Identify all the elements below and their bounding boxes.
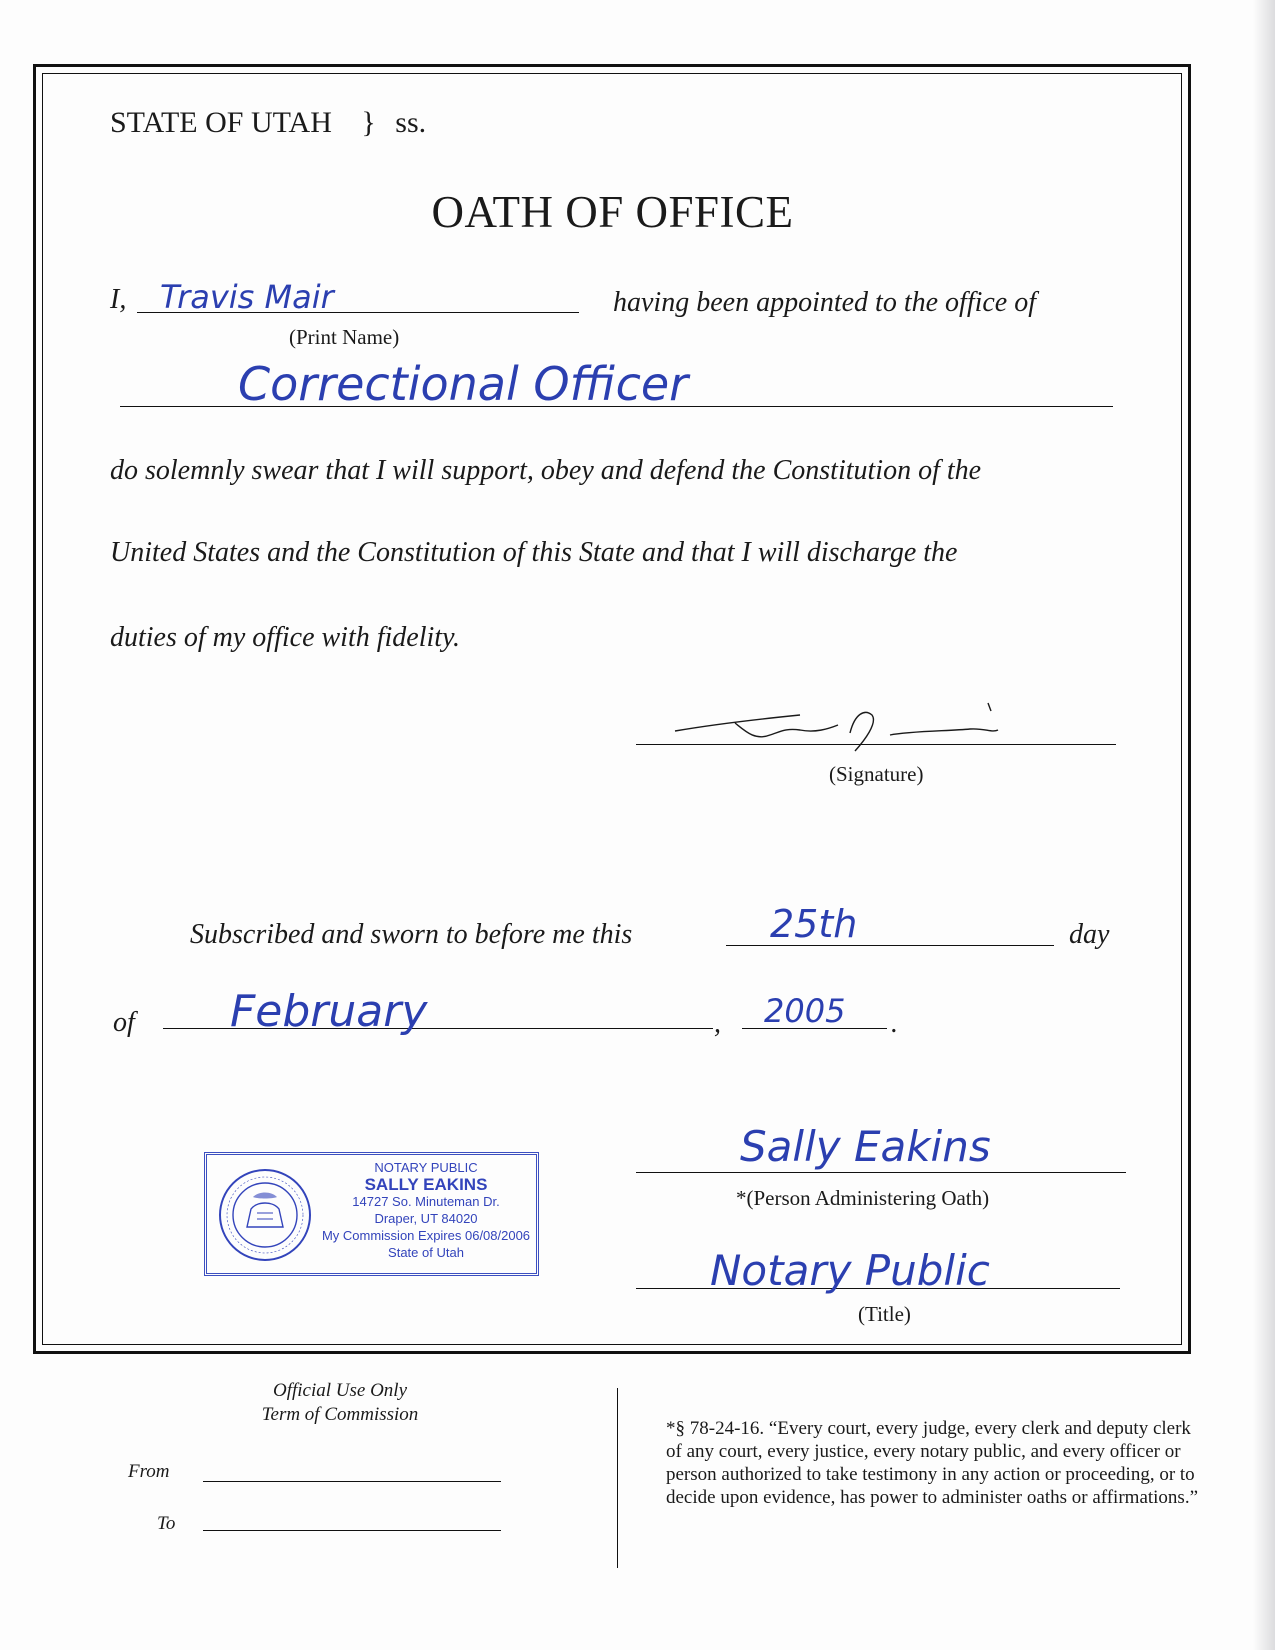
from-underline — [203, 1481, 501, 1482]
subscribed-text: Subscribed and sworn to before me this — [190, 919, 633, 950]
oath-opening: I, — [110, 284, 127, 315]
venue-heading — [110, 106, 426, 140]
title-handwritten: Notary Public — [710, 1246, 990, 1295]
venue-suffix: ss. — [395, 106, 427, 139]
notary-stamp — [204, 1152, 539, 1276]
year-handwritten: 2005 — [764, 992, 846, 1030]
name-handwritten: Travis Mair — [160, 278, 334, 316]
document-title: OATH OF OFFICE — [431, 187, 794, 237]
of-label: of — [113, 1007, 135, 1038]
stamp-line-6: State of Utah — [388, 1245, 464, 1260]
office-handwritten: Correctional Officer — [238, 357, 689, 411]
stamp-line-1: NOTARY PUBLIC — [374, 1160, 478, 1175]
name-caption: (Print Name) — [289, 325, 400, 349]
venue-brace: } — [361, 106, 376, 139]
appointed-text: having been appointed to the office of — [613, 287, 1037, 318]
day-label: day — [1069, 919, 1110, 950]
administering-underline — [636, 1172, 1126, 1173]
footer-divider — [617, 1388, 618, 1568]
venue-state: STATE OF UTAH — [110, 106, 332, 139]
to-label: To — [157, 1513, 176, 1534]
statute-footnote: *§ 78-24-16. “Every court, every judge, every clerk and deputy clerk of any court, every justice, every notary public, and every officer or person authorized to take testimony in any action or proceeding, or to decide upon evidence, has power to administer oaths or affirmations.” — [666, 1418, 1199, 1508]
stamp-line-3: 14727 So. Minuteman Dr. — [352, 1194, 500, 1209]
term-of-commission-heading: Term of Commission — [261, 1404, 419, 1425]
administering-signature: Sally Eakins — [740, 1122, 991, 1171]
month-handwritten: February — [230, 986, 428, 1037]
year-period: . — [891, 1008, 898, 1039]
title-caption: (Title) — [858, 1302, 911, 1326]
page-edge-shadow — [1253, 0, 1275, 1650]
state-seal-icon — [217, 1167, 313, 1263]
signature-underline — [636, 744, 1116, 745]
oath-line-3: duties of my office with fidelity. — [110, 622, 460, 653]
signature-caption: (Signature) — [829, 762, 924, 786]
stamp-line-2: SALLY EAKINS — [364, 1175, 488, 1194]
stamp-line-4: Draper, UT 84020 — [374, 1211, 478, 1226]
administering-caption: *(Person Administering Oath) — [736, 1186, 990, 1210]
oath-line-1: do solemnly swear that I will support, obey and defend the Constitution of the — [110, 455, 982, 486]
day-handwritten: 25th — [770, 902, 858, 946]
stamp-line-5: My Commission Expires 06/08/2006 — [321, 1228, 531, 1243]
official-use-heading: Official Use Only — [272, 1380, 408, 1401]
oath-line-2: United States and the Constitution of this State and that I will discharge the — [110, 537, 958, 568]
month-comma: , — [714, 1008, 721, 1039]
from-label: From — [128, 1461, 170, 1482]
to-underline — [203, 1530, 501, 1531]
oath-taker-signature — [650, 695, 1070, 755]
